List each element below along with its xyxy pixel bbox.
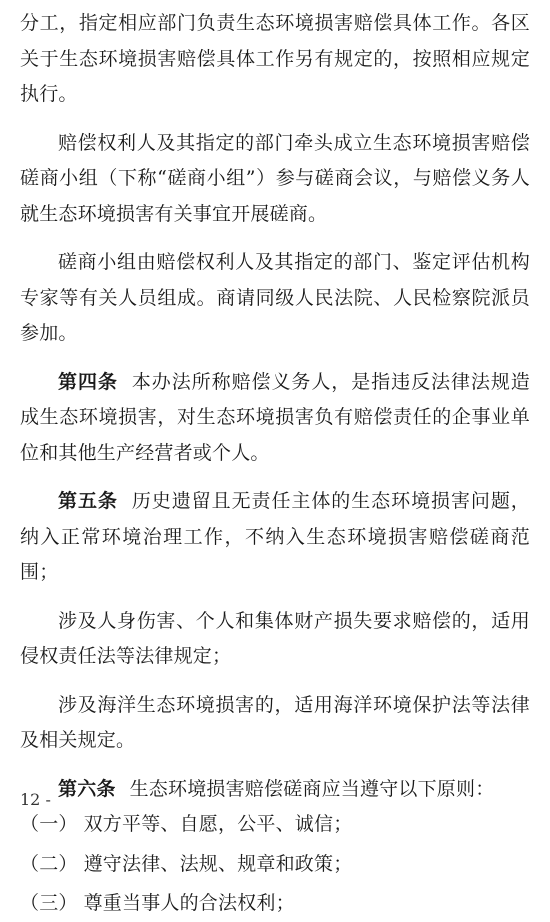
list-item — [20, 847, 530, 883]
article-6-text: 生态环境损害赔偿磋商应当遵守以下原则： — [129, 777, 495, 800]
paragraph-consultation-group: 赔偿权利人及其指定的部门牵头成立生态环境损害赔偿磋商小组（下称“磋商小组”）参与磋商会议，与赔偿义务人就生态环境损害有关事宜开展磋商。 — [20, 131, 530, 225]
article-6 — [20, 772, 530, 808]
article-5-text: 历史遗留且无责任主体的生态环境损害问题，纳入正常环境治理工作，不纳入生态环境损害赔偿磋商范围； — [20, 490, 530, 583]
article-5-clause-2: 涉及人身伤害、个人和集体财产损失要求赔偿的，适用侵权责任法等法律规定； — [20, 609, 530, 667]
list-item — [20, 886, 530, 922]
paragraph-group-composition: 磋商小组由赔偿权利人及其指定的部门、鉴定评估机构专家等有关人员组成。商请同级人民法院、人民检察院派员参加。 — [20, 251, 530, 344]
paragraph-continuation: 分工，指定相应部门负责生态环境损害赔偿具体工作。各区关于生态环境损害赔偿具体工作另有规定的，按照相应规定执行。 — [20, 12, 530, 105]
list-item-text: 遵守法律、法规、规章和政策； — [83, 852, 353, 875]
article-4 — [20, 365, 530, 472]
article-5 — [20, 484, 530, 591]
article-5-clause-3: 涉及海洋生态环境损害的，适用海洋环境保护法等法律及相关规定。 — [20, 693, 530, 751]
list-item-text: 双方平等、自愿，公平、诚信； — [83, 813, 353, 835]
article-6-heading: 第六条 — [58, 777, 116, 800]
list-item-text: 尊重当事人的合法权利； — [83, 892, 295, 914]
article-4-heading: 第四条 — [58, 370, 118, 393]
article-4-text: 本办法所称赔偿义务人，是指违反法律法规造成生态环境损害，对生态环境损害负有赔偿责任的企事业单位和其他生产经营者或个人。 — [20, 370, 530, 464]
list-item-number: （一） — [20, 813, 78, 835]
list-item-number: （三） — [20, 892, 78, 914]
list-item-number: （二） — [20, 852, 78, 875]
article-5-heading: 第五条 — [58, 490, 118, 512]
page-number: 12 - — [20, 790, 51, 809]
